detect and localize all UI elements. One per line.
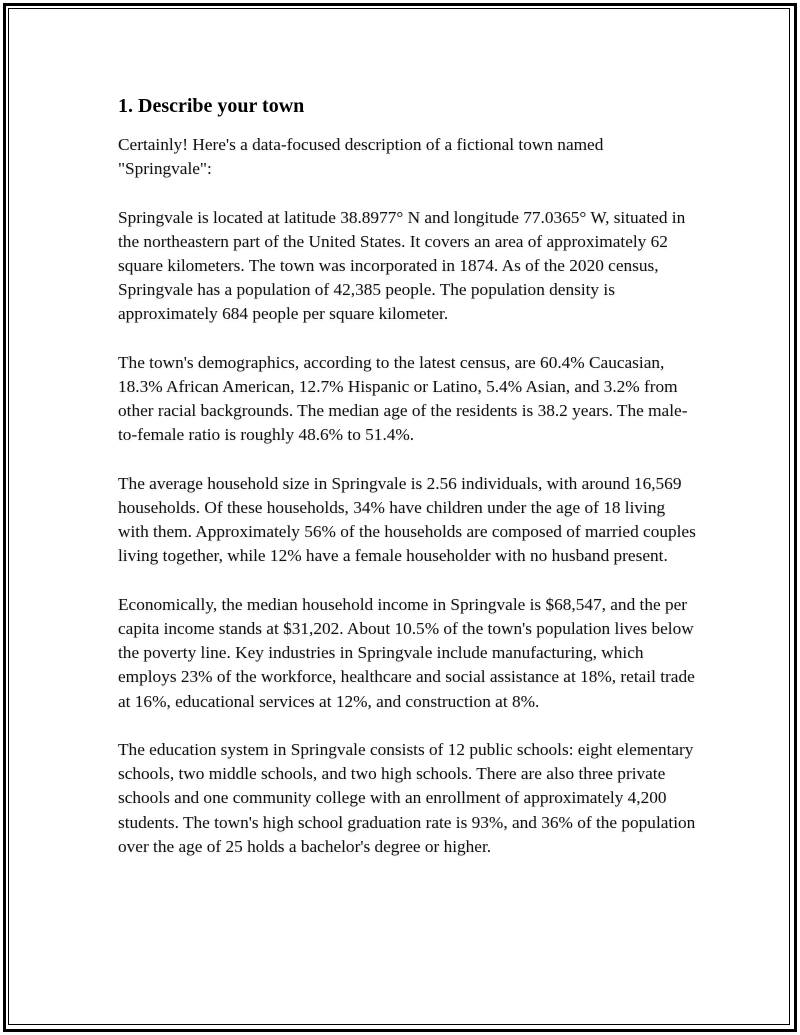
document-body — [118, 92, 698, 883]
education-paragraph: The education system in Springvale consists of 12 public schools: eight elementary schools, two middle schools, and two high schools. There are also three private schools and one community college with an enrollment of approximately 4,200 students. The town's high school graduation rate is 93%, and 36% of the population over the age of 25 holds a bachelor's degree or higher. — [118, 740, 696, 856]
households-paragraph: The average household size in Springvale is 2.56 individuals, with around 16,569 households. Of these households, 34% have children under the age of 18 living with them. Approximately 56% of the households are composed of married couples living together, while 12% have a female householder with no husband present. — [118, 473, 696, 566]
demographics-paragraph: The town's demographics, according to the latest census, are 60.4% Caucasian, 18.3% African American, 12.7% Hispanic or Latino, 5.4% Asian, and 3.2% from other racial backgrounds. The median age of the residents is 38.2 years. The male-to-female ratio is roughly 48.6% to 51.4%. — [118, 352, 688, 445]
section-heading: 1. Describe your town — [118, 95, 305, 117]
economy-paragraph: Economically, the median household income in Springvale is $68,547, and the per capita income stands at $31,202. About 10.5% of the town's population lives below the poverty line. Key industries in Springvale include manufacturing, which employs 23% of the workforce, healthcare and social assistance at 18%, retail trade at 16%, educational services at 12%, and construction at 8%. — [118, 594, 695, 711]
intro-paragraph: Certainly! Here's a data-focused description of a fictional town named "Springvale": — [118, 135, 604, 179]
location-paragraph: Springvale is located at latitude 38.8977° N and longitude 77.0365° W, situated in the northeastern part of the United States. It covers an area of approximately 62 square kilometers. The town was incorporated in 1874. As of the 2020 census, Springvale has a population of 42,385 people. The population density is approximately 684 people per square kilometer. — [118, 207, 686, 324]
